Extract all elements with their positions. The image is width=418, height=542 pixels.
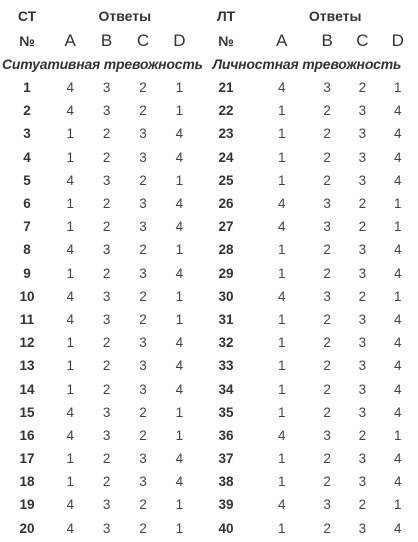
table-row [2, 99, 416, 122]
left-score-cell: 2 [139, 80, 147, 96]
left-item-number: 3 [23, 126, 31, 142]
left-score-cell: 2 [139, 288, 147, 304]
table-row [2, 493, 416, 516]
table-row [2, 470, 416, 493]
right-score-cell: 1 [277, 381, 286, 397]
right-score-cell: 3 [323, 427, 331, 443]
left-score-cell: 4 [175, 451, 184, 467]
left-score-cell: 2 [102, 335, 111, 351]
left-score-cell: 4 [175, 126, 184, 142]
left-item-number: 11 [19, 311, 35, 327]
right-score-cell: 3 [323, 497, 331, 513]
right-score-cell: 4 [393, 335, 402, 351]
left-score-cell: 2 [139, 242, 147, 258]
left-score-cell: 3 [139, 265, 147, 281]
left-section-title: Ситуативная тревожность [2, 56, 203, 72]
right-score-cell: 4 [393, 149, 402, 165]
right-item-number: 27 [218, 219, 234, 235]
left-item-number: 20 [19, 520, 35, 536]
right-score-cell: 2 [323, 404, 331, 420]
left-score-cell: 1 [175, 520, 184, 536]
right-score-cell: 3 [358, 474, 367, 490]
left-score-cell: 3 [102, 80, 111, 96]
right-item-number: 35 [218, 404, 234, 420]
header-row-codes [2, 3, 416, 29]
right-score-cell: 4 [393, 311, 402, 327]
left-score-cell: 4 [175, 358, 184, 374]
right-item-number: 26 [218, 196, 234, 212]
right-score-cell: 2 [323, 520, 331, 536]
right-score-cell: 1 [277, 126, 286, 142]
left-score-cell: 1 [175, 242, 184, 258]
left-score-cell: 3 [102, 427, 111, 443]
table-row [2, 169, 416, 192]
right-score-cell: 2 [323, 451, 331, 467]
right-option-c: C [356, 30, 369, 50]
left-score-cell: 3 [102, 242, 111, 258]
left-score-cell: 2 [102, 381, 111, 397]
right-score-cell: 3 [323, 219, 331, 235]
right-item-number: 28 [218, 242, 234, 258]
left-item-number: 19 [19, 497, 35, 513]
table-row [2, 308, 416, 331]
right-item-number: 37 [218, 451, 234, 467]
table-row [2, 331, 416, 354]
right-score-cell: 1 [277, 172, 286, 188]
right-score-cell: 1 [277, 404, 286, 420]
left-score-cell: 4 [66, 520, 74, 536]
right-score-cell: 3 [358, 358, 367, 374]
left-item-number: 16 [19, 427, 35, 443]
table-row [2, 238, 416, 261]
table-row [2, 377, 416, 400]
right-item-number: 29 [218, 265, 234, 281]
table-row [2, 146, 416, 169]
left-score-cell: 1 [66, 381, 74, 397]
right-score-cell: 3 [358, 126, 367, 142]
left-score-cell: 1 [66, 196, 74, 212]
left-item-number: 14 [19, 381, 35, 397]
left-score-cell: 3 [102, 520, 111, 536]
right-score-cell: 2 [358, 196, 367, 212]
left-score-cell: 1 [175, 288, 184, 304]
right-score-cell: 4 [277, 288, 286, 304]
right-score-cell: 1 [393, 196, 402, 212]
left-score-cell: 2 [139, 404, 147, 420]
table-row [2, 447, 416, 470]
left-score-cell: 3 [139, 451, 147, 467]
left-score-cell: 3 [139, 381, 147, 397]
left-score-cell: 3 [139, 196, 147, 212]
right-score-cell: 1 [277, 474, 286, 490]
left-score-cell: 3 [139, 335, 147, 351]
table-row [2, 76, 416, 99]
left-score-cell: 3 [102, 103, 111, 119]
left-score-cell: 3 [102, 497, 111, 513]
right-score-cell: 4 [393, 242, 402, 258]
right-score-cell: 2 [358, 80, 367, 96]
left-score-cell: 2 [102, 451, 111, 467]
left-score-cell: 2 [102, 358, 111, 374]
left-score-cell: 3 [102, 311, 111, 327]
right-score-cell: 2 [323, 172, 331, 188]
right-score-cell: 1 [277, 265, 286, 281]
left-score-cell: 1 [175, 80, 184, 96]
left-score-cell: 4 [66, 404, 74, 420]
left-score-cell: 2 [139, 172, 147, 188]
header-row-options [2, 29, 416, 52]
right-score-cell: 1 [277, 311, 286, 327]
right-item-number: 36 [218, 427, 234, 443]
right-item-number: 32 [218, 335, 234, 351]
left-option-d: D [173, 30, 186, 50]
table-row [2, 215, 416, 238]
right-score-cell: 4 [393, 358, 402, 374]
left-score-cell: 2 [102, 265, 111, 281]
left-score-cell: 2 [139, 103, 147, 119]
left-score-cell: 4 [175, 149, 184, 165]
right-item-number: 39 [218, 497, 234, 513]
left-score-cell: 3 [102, 404, 111, 420]
left-score-cell: 1 [66, 335, 74, 351]
left-score-cell: 1 [66, 126, 74, 142]
right-score-cell: 3 [358, 265, 367, 281]
left-item-number: 18 [19, 474, 35, 490]
left-item-number: 15 [19, 404, 35, 420]
left-score-cell: 1 [175, 172, 184, 188]
left-score-cell: 2 [102, 149, 111, 165]
left-score-cell: 3 [139, 474, 147, 490]
left-score-cell: 4 [66, 288, 74, 304]
left-score-cell: 4 [66, 242, 74, 258]
right-score-cell: 4 [393, 265, 402, 281]
left-score-cell: 3 [139, 126, 147, 142]
left-score-cell: 3 [139, 149, 147, 165]
left-score-cell: 1 [66, 219, 74, 235]
left-score-cell: 4 [66, 80, 74, 96]
right-item-number: 34 [218, 381, 234, 397]
right-number-header: № [218, 32, 234, 49]
right-item-number: 23 [218, 126, 234, 142]
left-score-cell: 4 [175, 265, 184, 281]
left-item-number: 9 [23, 265, 31, 281]
right-option-a: A [276, 30, 288, 50]
right-score-cell: 1 [277, 335, 286, 351]
left-score-cell: 4 [175, 196, 184, 212]
right-score-cell: 2 [323, 358, 331, 374]
right-score-cell: 2 [323, 311, 331, 327]
right-score-cell: 3 [358, 149, 367, 165]
right-score-cell: 1 [277, 103, 286, 119]
table-row [2, 285, 416, 308]
right-item-number: 25 [218, 172, 234, 188]
left-score-cell: 1 [175, 404, 184, 420]
left-score-cell: 2 [102, 474, 111, 490]
right-score-cell: 4 [393, 404, 402, 420]
right-score-cell: 3 [358, 404, 367, 420]
right-score-cell: 2 [323, 149, 331, 165]
right-score-cell: 4 [393, 474, 402, 490]
right-score-cell: 2 [323, 126, 331, 142]
right-score-cell: 3 [323, 196, 331, 212]
left-score-cell: 4 [175, 381, 184, 397]
left-item-number: 1 [23, 80, 31, 96]
left-score-cell: 3 [139, 358, 147, 374]
right-score-cell: 3 [358, 242, 367, 258]
right-score-cell: 2 [323, 265, 331, 281]
left-score-cell: 4 [66, 497, 74, 513]
left-score-cell: 2 [102, 126, 111, 142]
right-section-title: Личностная тревожность [212, 56, 402, 72]
right-table-code: ЛТ [216, 8, 236, 24]
left-item-number: 7 [23, 219, 31, 235]
table-row [2, 401, 416, 424]
left-score-cell: 1 [175, 103, 184, 119]
right-item-number: 40 [218, 520, 234, 536]
left-option-b: B [100, 30, 113, 50]
table-row [2, 424, 416, 447]
left-score-cell: 2 [102, 219, 111, 235]
right-score-cell: 4 [277, 497, 286, 513]
right-score-cell: 2 [323, 242, 331, 258]
right-item-number: 21 [218, 80, 234, 96]
right-score-cell: 1 [393, 288, 402, 304]
right-score-cell: 1 [277, 242, 286, 258]
right-item-number: 33 [218, 358, 234, 374]
left-score-cell: 3 [102, 288, 111, 304]
table-row [2, 262, 416, 285]
right-score-cell: 1 [393, 219, 402, 235]
left-score-cell: 4 [66, 427, 74, 443]
right-score-cell: 1 [277, 451, 286, 467]
left-item-number: 5 [23, 172, 31, 188]
left-score-cell: 1 [66, 149, 74, 165]
right-score-cell: 4 [277, 196, 286, 212]
right-score-cell: 4 [393, 381, 402, 397]
left-score-cell: 1 [66, 474, 74, 490]
left-score-cell: 4 [175, 335, 184, 351]
right-score-cell: 2 [323, 335, 331, 351]
right-score-cell: 3 [323, 80, 331, 96]
left-item-number: 8 [23, 242, 31, 258]
right-score-cell: 1 [393, 497, 402, 513]
scoring-key-table [2, 3, 416, 540]
right-option-d: D [391, 30, 404, 50]
header-row-sections [2, 52, 416, 76]
right-item-number: 22 [218, 103, 234, 119]
right-score-cell: 2 [323, 381, 331, 397]
left-score-cell: 4 [175, 219, 184, 235]
right-score-cell: 4 [277, 427, 286, 443]
left-option-a: A [64, 30, 76, 50]
right-answers-label: Ответы [308, 8, 362, 24]
right-option-b: B [321, 30, 333, 50]
right-score-cell: 4 [393, 126, 402, 142]
right-score-cell: 3 [358, 335, 367, 351]
left-item-number: 13 [19, 358, 35, 374]
right-score-cell: 4 [393, 451, 402, 467]
right-item-number: 38 [218, 474, 234, 490]
left-item-number: 4 [23, 149, 31, 165]
left-score-cell: 1 [175, 427, 184, 443]
left-score-cell: 3 [102, 172, 111, 188]
right-score-cell: 1 [393, 80, 402, 96]
right-score-cell: 3 [358, 451, 367, 467]
right-score-cell: 1 [393, 427, 402, 443]
left-score-cell: 4 [175, 474, 184, 490]
right-score-cell: 4 [393, 520, 402, 536]
right-score-cell: 3 [323, 288, 331, 304]
left-score-cell: 3 [139, 219, 147, 235]
right-score-cell: 3 [358, 381, 367, 397]
right-score-cell: 1 [277, 520, 286, 536]
left-score-cell: 2 [102, 196, 111, 212]
table-row [2, 354, 416, 377]
right-score-cell: 2 [323, 474, 331, 490]
left-answers-label: Ответы [98, 8, 152, 24]
right-item-number: 30 [218, 288, 234, 304]
left-score-cell: 4 [66, 172, 74, 188]
right-score-cell: 2 [358, 427, 367, 443]
left-score-cell: 2 [139, 520, 147, 536]
left-score-cell: 1 [175, 311, 184, 327]
table-row [2, 517, 416, 540]
right-score-cell: 2 [323, 103, 331, 119]
left-score-cell: 2 [139, 497, 147, 513]
left-score-cell: 1 [66, 451, 74, 467]
left-item-number: 12 [19, 335, 35, 351]
right-score-cell: 4 [393, 103, 402, 119]
left-item-number: 17 [19, 451, 35, 467]
right-item-number: 31 [218, 311, 234, 327]
right-item-number: 24 [218, 149, 234, 165]
right-score-cell: 3 [358, 103, 367, 119]
left-score-cell: 2 [139, 427, 147, 443]
left-option-c: C [136, 30, 150, 50]
right-score-cell: 3 [358, 520, 367, 536]
left-table-code: СТ [17, 8, 37, 24]
left-number-header: № [19, 32, 35, 49]
right-score-cell: 4 [277, 80, 286, 96]
right-score-cell: 3 [358, 172, 367, 188]
right-score-cell: 1 [277, 358, 286, 374]
left-score-cell: 4 [66, 103, 74, 119]
right-score-cell: 4 [277, 219, 286, 235]
left-score-cell: 1 [66, 358, 74, 374]
left-item-number: 6 [23, 196, 31, 212]
right-score-cell: 3 [358, 311, 367, 327]
left-score-cell: 1 [175, 497, 184, 513]
right-score-cell: 1 [277, 149, 286, 165]
table-row [2, 192, 416, 215]
right-score-cell: 2 [358, 288, 367, 304]
left-score-cell: 4 [66, 311, 74, 327]
left-score-cell: 2 [139, 311, 147, 327]
left-score-cell: 1 [66, 265, 74, 281]
right-score-cell: 2 [358, 219, 367, 235]
left-item-number: 10 [19, 288, 35, 304]
table-row [2, 122, 416, 145]
right-score-cell: 2 [358, 497, 367, 513]
left-item-number: 2 [23, 103, 31, 119]
right-score-cell: 4 [393, 172, 402, 188]
